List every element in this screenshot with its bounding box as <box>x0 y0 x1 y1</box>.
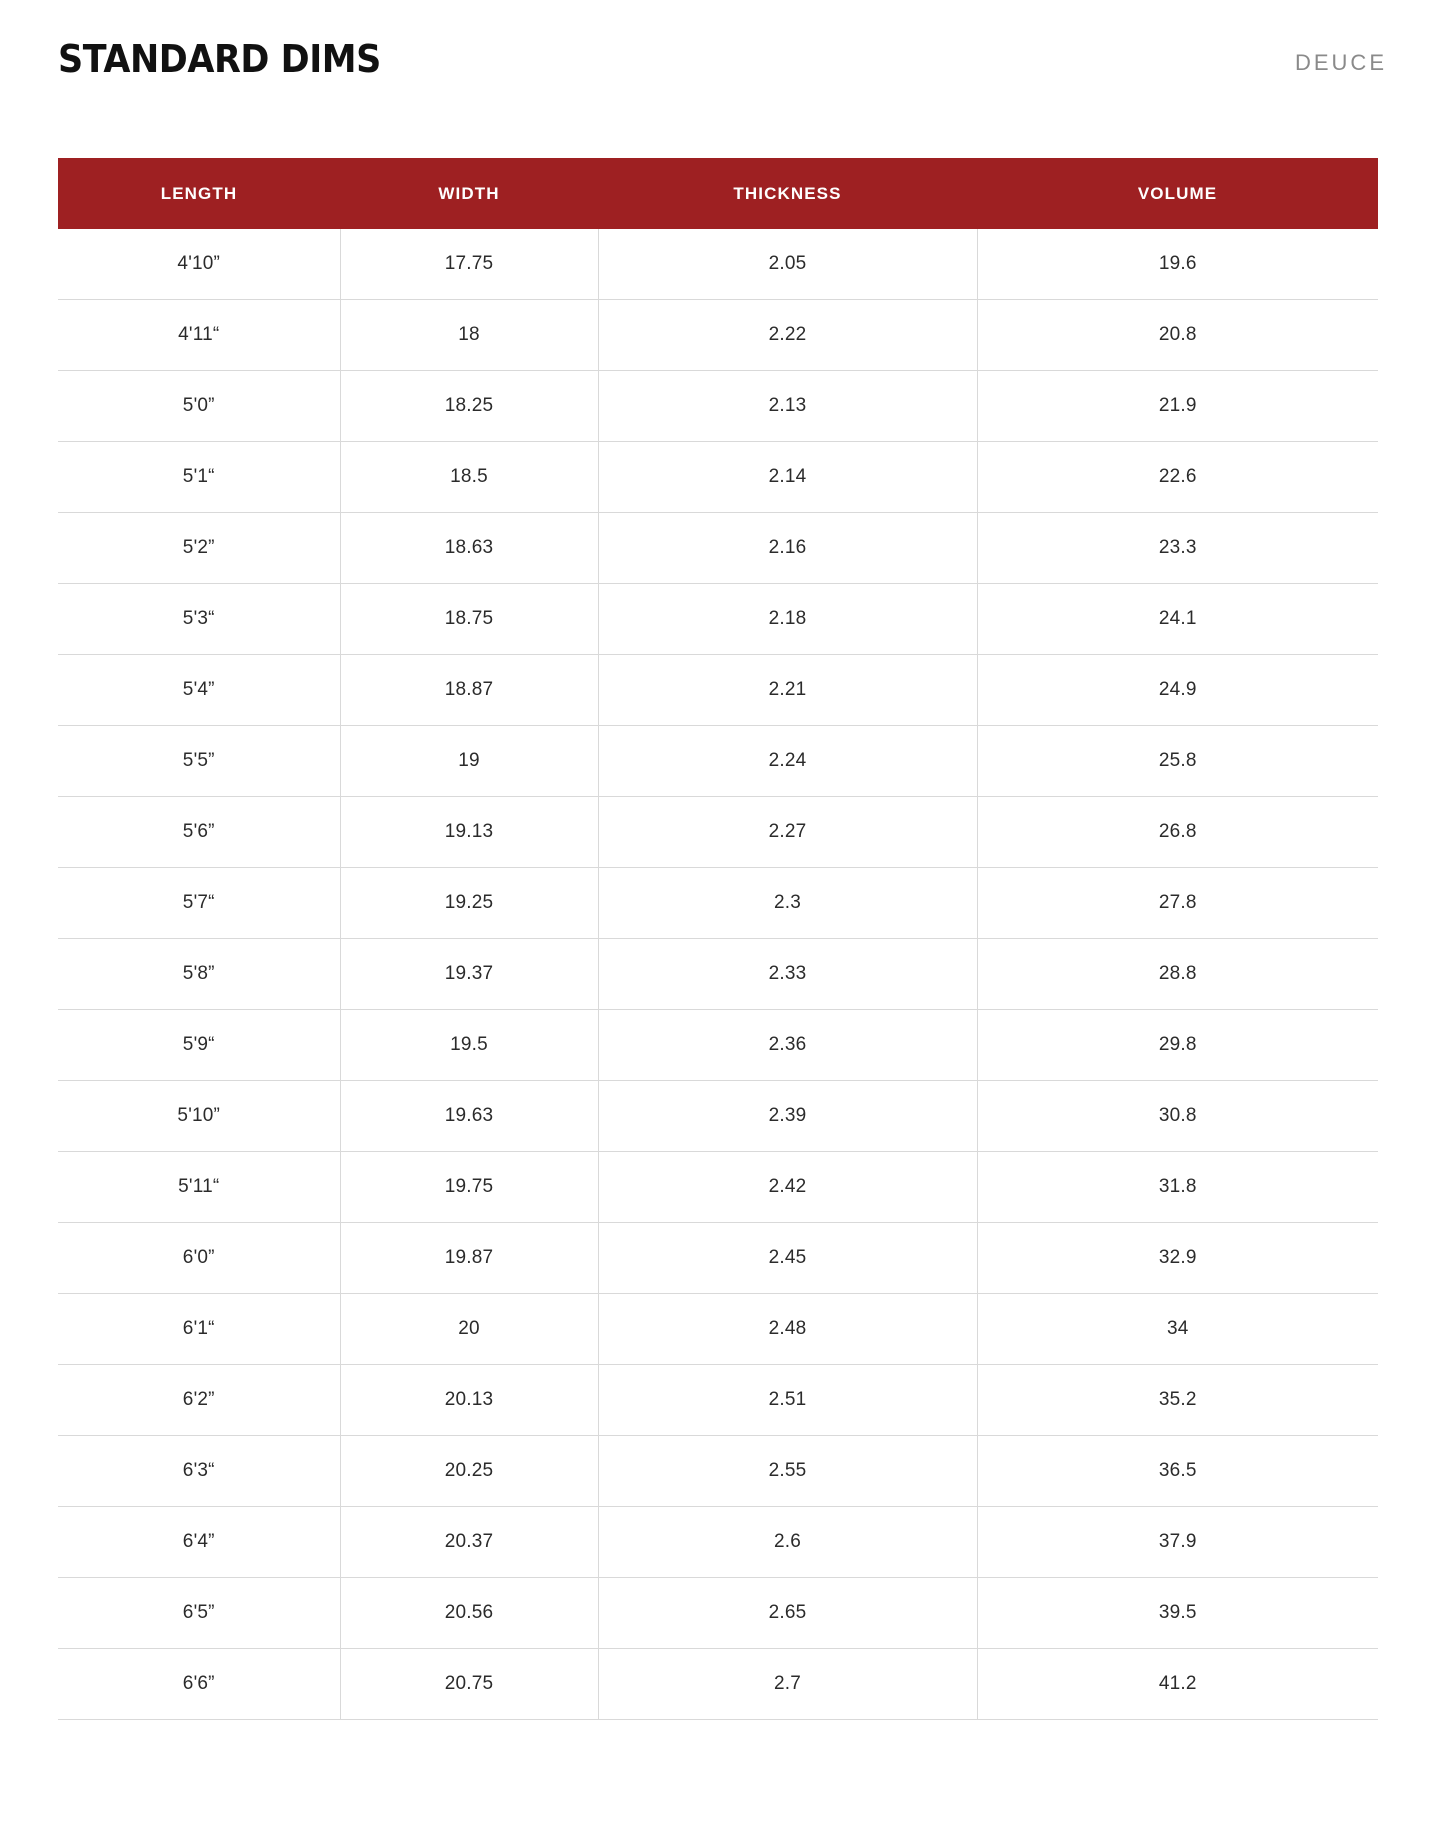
table-cell-volume: 28.8 <box>977 939 1378 1010</box>
table-row <box>58 584 1378 655</box>
table-row <box>58 1010 1378 1081</box>
table-cell-volume: 22.6 <box>977 442 1378 513</box>
table-cell-thickness: 2.05 <box>598 229 977 300</box>
table-row <box>58 1649 1378 1720</box>
table-cell-volume: 34 <box>977 1294 1378 1365</box>
column-header-length: LENGTH <box>58 158 340 229</box>
table-cell-length: 4'11“ <box>58 300 340 371</box>
table-cell-width: 19.13 <box>340 797 598 868</box>
column-header-volume: VOLUME <box>977 158 1378 229</box>
brand-label: DEUCE <box>1294 50 1387 75</box>
table-row <box>58 371 1378 442</box>
table-row <box>58 300 1378 371</box>
table-cell-thickness: 2.42 <box>598 1152 977 1223</box>
table-cell-volume: 25.8 <box>977 726 1378 797</box>
table-cell-width: 18.25 <box>340 371 598 442</box>
table-row <box>58 442 1378 513</box>
table-cell-thickness: 2.45 <box>598 1223 977 1294</box>
table-cell-thickness: 2.33 <box>598 939 977 1010</box>
table-cell-volume: 24.1 <box>977 584 1378 655</box>
table-cell-thickness: 2.16 <box>598 513 977 584</box>
table-cell-volume: 27.8 <box>977 868 1378 939</box>
table-cell-length: 5'9“ <box>58 1010 340 1081</box>
column-header-width: WIDTH <box>340 158 598 229</box>
table-cell-width: 19.5 <box>340 1010 598 1081</box>
table-cell-width: 18.63 <box>340 513 598 584</box>
table-row <box>58 1507 1378 1578</box>
table-cell-width: 19.37 <box>340 939 598 1010</box>
table-cell-length: 5'4” <box>58 655 340 726</box>
table-cell-width: 20.75 <box>340 1649 598 1720</box>
table-cell-thickness: 2.18 <box>598 584 977 655</box>
table-row <box>58 513 1378 584</box>
table-cell-length: 6'3“ <box>58 1436 340 1507</box>
table-cell-volume: 32.9 <box>977 1223 1378 1294</box>
table-row <box>58 229 1378 300</box>
table-cell-length: 6'0” <box>58 1223 340 1294</box>
table-cell-length: 6'1“ <box>58 1294 340 1365</box>
table-cell-length: 5'11“ <box>58 1152 340 1223</box>
table-cell-volume: 35.2 <box>977 1365 1378 1436</box>
table-row <box>58 1152 1378 1223</box>
table-cell-volume: 30.8 <box>977 1081 1378 1152</box>
table-row <box>58 939 1378 1010</box>
table-cell-thickness: 2.51 <box>598 1365 977 1436</box>
table-cell-volume: 37.9 <box>977 1507 1378 1578</box>
table-cell-length: 6'2” <box>58 1365 340 1436</box>
table-cell-thickness: 2.27 <box>598 797 977 868</box>
page-title: STANDARD DIMS <box>58 37 381 81</box>
column-header-thickness: THICKNESS <box>598 158 977 229</box>
table-row <box>58 868 1378 939</box>
table-cell-width: 20.25 <box>340 1436 598 1507</box>
table-cell-thickness: 2.14 <box>598 442 977 513</box>
table-cell-length: 5'3“ <box>58 584 340 655</box>
table-cell-volume: 23.3 <box>977 513 1378 584</box>
table-row <box>58 1365 1378 1436</box>
table-cell-width: 17.75 <box>340 229 598 300</box>
table-row <box>58 1081 1378 1152</box>
table-cell-thickness: 2.22 <box>598 300 977 371</box>
table-row <box>58 1436 1378 1507</box>
table-cell-volume: 21.9 <box>977 371 1378 442</box>
table-cell-thickness: 2.48 <box>598 1294 977 1365</box>
table-cell-volume: 26.8 <box>977 797 1378 868</box>
table-cell-thickness: 2.13 <box>598 371 977 442</box>
table-cell-width: 19.87 <box>340 1223 598 1294</box>
table-cell-length: 5'1“ <box>58 442 340 513</box>
table-cell-volume: 36.5 <box>977 1436 1378 1507</box>
table-cell-volume: 31.8 <box>977 1152 1378 1223</box>
table-cell-length: 5'7“ <box>58 868 340 939</box>
table-cell-volume: 19.6 <box>977 229 1378 300</box>
table-cell-volume: 39.5 <box>977 1578 1378 1649</box>
table-cell-length: 6'5” <box>58 1578 340 1649</box>
table-cell-length: 5'5” <box>58 726 340 797</box>
page-header <box>58 0 1387 81</box>
table-row <box>58 1294 1378 1365</box>
table-cell-length: 6'6” <box>58 1649 340 1720</box>
table-cell-thickness: 2.7 <box>598 1649 977 1720</box>
table-cell-width: 18.5 <box>340 442 598 513</box>
table-cell-width: 20.56 <box>340 1578 598 1649</box>
table-cell-width: 18.87 <box>340 655 598 726</box>
table-cell-thickness: 2.39 <box>598 1081 977 1152</box>
table-cell-length: 5'2” <box>58 513 340 584</box>
table-cell-thickness: 2.3 <box>598 868 977 939</box>
table-cell-width: 20.37 <box>340 1507 598 1578</box>
table-cell-thickness: 2.55 <box>598 1436 977 1507</box>
table-row <box>58 655 1378 726</box>
table-cell-length: 5'0” <box>58 371 340 442</box>
table-cell-width: 19.25 <box>340 868 598 939</box>
table-header <box>58 158 1378 229</box>
table-row <box>58 726 1378 797</box>
dimensions-table-wrapper <box>58 158 1387 1720</box>
table-cell-width: 20.13 <box>340 1365 598 1436</box>
table-header-row <box>58 158 1378 229</box>
table-cell-length: 4'10” <box>58 229 340 300</box>
dimensions-table <box>58 158 1378 1720</box>
table-cell-length: 5'6” <box>58 797 340 868</box>
table-cell-width: 19 <box>340 726 598 797</box>
table-cell-thickness: 2.36 <box>598 1010 977 1081</box>
table-cell-volume: 20.8 <box>977 300 1378 371</box>
table-cell-length: 6'4” <box>58 1507 340 1578</box>
table-cell-length: 5'10” <box>58 1081 340 1152</box>
table-cell-thickness: 2.24 <box>598 726 977 797</box>
table-cell-thickness: 2.21 <box>598 655 977 726</box>
table-cell-length: 5'8” <box>58 939 340 1010</box>
table-cell-thickness: 2.65 <box>598 1578 977 1649</box>
table-cell-width: 19.75 <box>340 1152 598 1223</box>
table-row <box>58 1223 1378 1294</box>
table-cell-width: 20 <box>340 1294 598 1365</box>
table-row <box>58 797 1378 868</box>
table-cell-width: 18.75 <box>340 584 598 655</box>
table-cell-volume: 29.8 <box>977 1010 1378 1081</box>
table-cell-thickness: 2.6 <box>598 1507 977 1578</box>
table-body <box>58 229 1378 1720</box>
table-cell-width: 18 <box>340 300 598 371</box>
table-cell-width: 19.63 <box>340 1081 598 1152</box>
table-row <box>58 1578 1378 1649</box>
table-cell-volume: 24.9 <box>977 655 1378 726</box>
table-cell-volume: 41.2 <box>977 1649 1378 1720</box>
